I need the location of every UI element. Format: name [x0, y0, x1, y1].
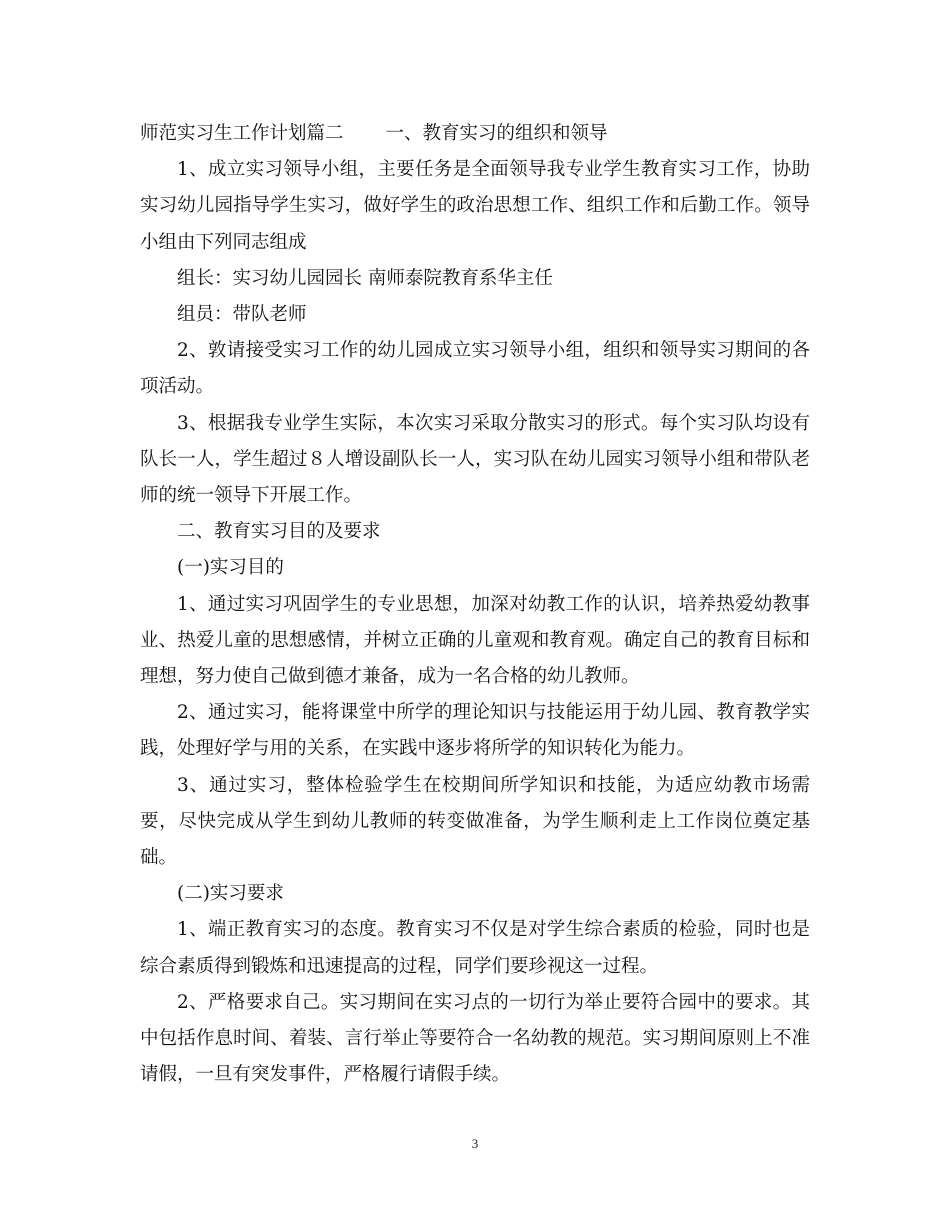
section-heading-1: 一、教育实习的组织和领导 [385, 123, 608, 144]
document-title-line [140, 116, 810, 152]
paragraph-7: 2、通过实习，能将课堂中所学的理论知识与技能运用于幼儿园、教育教学实践，处理好学与用的关系，在实践中逐步将所学的知识转化为能力。 [140, 702, 810, 760]
document-title: 师范实习生工作计划篇二 [140, 123, 344, 144]
document-body [140, 116, 810, 1093]
paragraph-2: 组长：实习幼儿园园长 南师泰院教育系华主任 [177, 267, 553, 289]
paragraph-4: 2、敦请接受实习工作的幼儿园成立实习领导小组，组织和领导实习期间的各项活动。 [140, 340, 810, 398]
subheading-1: (一)实习目的 [177, 557, 284, 579]
page-number: 3 [471, 1136, 479, 1151]
paragraph-3: 组员：带队老师 [177, 304, 307, 326]
paragraph-8: 3、通过实习，整体检验学生在校期间所学知识和技能，为适应幼教市场需要，尽快完成从学生到幼儿教师的转变做准备，为学生顺利走上工作岗位奠定基础。 [140, 774, 810, 869]
paragraph-5: 3、根据我专业学生实际，本次实习采取分散实习的形式。每个实习队均设有队长一人，学生超过８人增设副队长一人，实习队在幼儿园实习领导小组和带队老师的统一领导下开展工作。 [140, 412, 810, 507]
paragraph-6: 1、通过实习巩固学生的专业思想，加深对幼教工作的认识，培养热爱幼教事业、热爱儿童的思想感情，并树立正确的儿童观和教育观。确定自己的教育目标和理想，努力使自己做到德才兼备，成为一名合格的幼儿教师。 [140, 593, 810, 688]
paragraph-10: 2、严格要求自己。实习期间在实习点的一切行为举止要符合园中的要求。其中包括作息时间、着装、言行举止等要符合一名幼教的规范。实习期间原则上不准请假，一旦有突发事件，严格履行请假手续。 [140, 991, 810, 1086]
paragraph-9: 1、端正教育实习的态度。教育实习不仅是对学生综合素质的检验，同时也是综合素质得到锻炼和迅速提高的过程，同学们要珍视这一过程。 [140, 919, 810, 977]
subheading-2: (二)实习要求 [177, 883, 284, 905]
paragraph-1: 1、成立实习领导小组，主要任务是全面领导我专业学生教育实习工作，协助实习幼儿园指导学生实习，做好学生的政治思想工作、组织工作和后勤工作。领导小组由下列同志组成 [140, 159, 810, 253]
section-heading-2: 二、教育实习目的及要求 [177, 521, 381, 543]
